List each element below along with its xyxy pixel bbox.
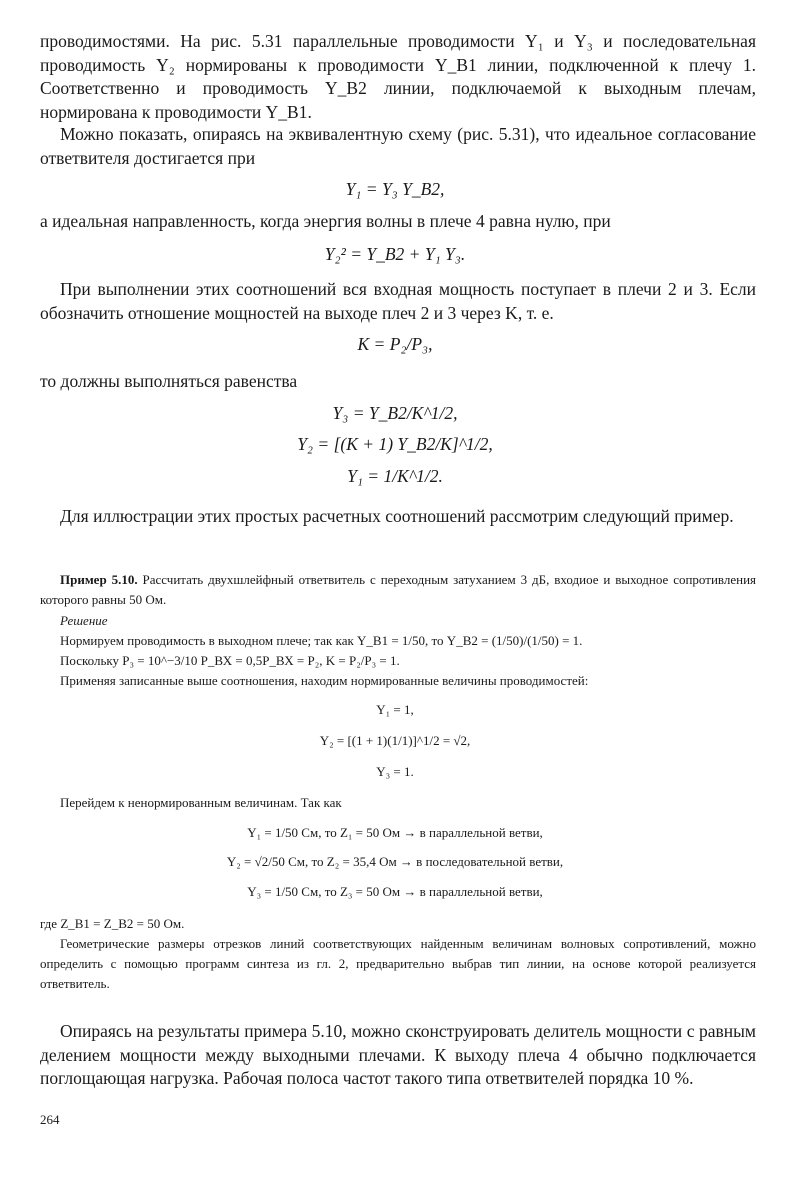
example-formula-y3: Y₃ = 1.: [376, 764, 414, 779]
paragraph-equalities: то должны выполняться равенства: [40, 371, 298, 391]
formula-matching: Y₁ = Y₃ Y_В2,: [345, 179, 445, 199]
example-line-denormalize: Перейдем к ненормированным величинам. Так как: [60, 795, 342, 810]
example-formula-z2: Y₂ = √2/50 См, то Z₂ = 35,4 Ом → в последовательной ветви,: [226, 854, 564, 869]
example-line-wave-impedance: где Z_В1 = Z_В2 = 50 Ом.: [40, 916, 185, 931]
paragraph-power-ratio: При выполнении этих соотношений вся входная мощность поступает в плечи 2 и 3. Если обозначить отношение мощностей на выходе плеч 2 и 3 через K, т. е.: [40, 279, 756, 323]
example-task-text: Рассчитать двухшлейфный ответвитель с переходным затуханием 3 дБ, входиое и выходное сопротивления которого равны 50 Ом.: [40, 572, 757, 607]
formula-y1: Y₁ = 1/K^1/2.: [347, 466, 443, 486]
example-line-apply: Применяя записанные выше соотношения, находим нормированные величины проводимостей:: [60, 673, 589, 688]
formula-power-ratio: K = P₂/P₃,: [357, 334, 433, 354]
example-formula-y1: Y₁ = 1,: [376, 702, 414, 717]
example-task: [40, 570, 756, 610]
paragraph-directivity: а идеальная направленность, когда энергия волны в плече 4 равна нулю, при: [40, 211, 611, 231]
example-solution-label: Решение: [60, 613, 108, 628]
paragraph-conclusion: Опираясь на результаты примера 5.10, можно сконструировать делитель мощности с равным делением мощности между выходными плечами. К выходу плеча 4 обычно подключается поглощающая нагрузка. Рабочая полоса частот такого типа ответвителей порядка 10 %.: [40, 1021, 756, 1088]
example-formula-z3: Y₃ = 1/50 См, то Z₃ = 50 Ом → в параллельной ветви,: [247, 884, 543, 899]
example-formula-z1: Y₁ = 1/50 См, то Z₁ = 50 Ом → в параллельной ветви,: [247, 825, 543, 840]
example-heading: Пример 5.10.: [60, 572, 138, 587]
example-line-power: Поскольку P₃ = 10^−3/10 P_ВХ = 0,5P_ВХ = P₂, K = P₂/P₃ = 1.: [60, 653, 400, 668]
paragraph-intro: проводимостями. На рис. 5.31 параллельные проводимости Y₁ и Y₃ и последовательная проводимость Y₂ нормированы к проводимости Y_В1 линии, подключенной к плечу 1. Соответственно и проводимость Y_В2 линии, подключаемой к выходным плечам, нормирована к проводимости Y_В1.: [40, 31, 756, 122]
formula-y3: Y₃ = Y_В2/K^1/2,: [332, 403, 458, 423]
paragraph-illustration: Для иллюстрации этих простых расчетных соотношений рассмотрим следующий пример.: [60, 506, 734, 526]
example-line-normalize: Нормируем проводимость в выходном плече; так как Y_В1 = 1/50, то Y_В2 = (1/50)/(1/50) = 1.: [60, 633, 583, 648]
formula-directivity: Y₂² = Y_В2 + Y₁ Y₃.: [324, 244, 466, 264]
example-formula-y2: Y₂ = [(1 + 1)(1/1)]^1/2 = √2,: [319, 733, 471, 748]
example-line-geometry: Геометрические размеры отрезков линий соответствующих найденным величинам волновых сопротивлений, можно определить с помощью программ синтеза из гл. 2, предварительно выбрав тип линии, на основе которой реализуется ответвитель.: [40, 936, 756, 991]
paragraph-matching: Можно показать, опираясь на эквивалентную схему (рис. 5.31), что идеальное согласование ответвителя достигается при: [40, 124, 756, 168]
formula-y2: Y₂ = [(K + 1) Y_В2/K]^1/2,: [297, 434, 493, 454]
page-number: 264: [40, 1112, 60, 1127]
